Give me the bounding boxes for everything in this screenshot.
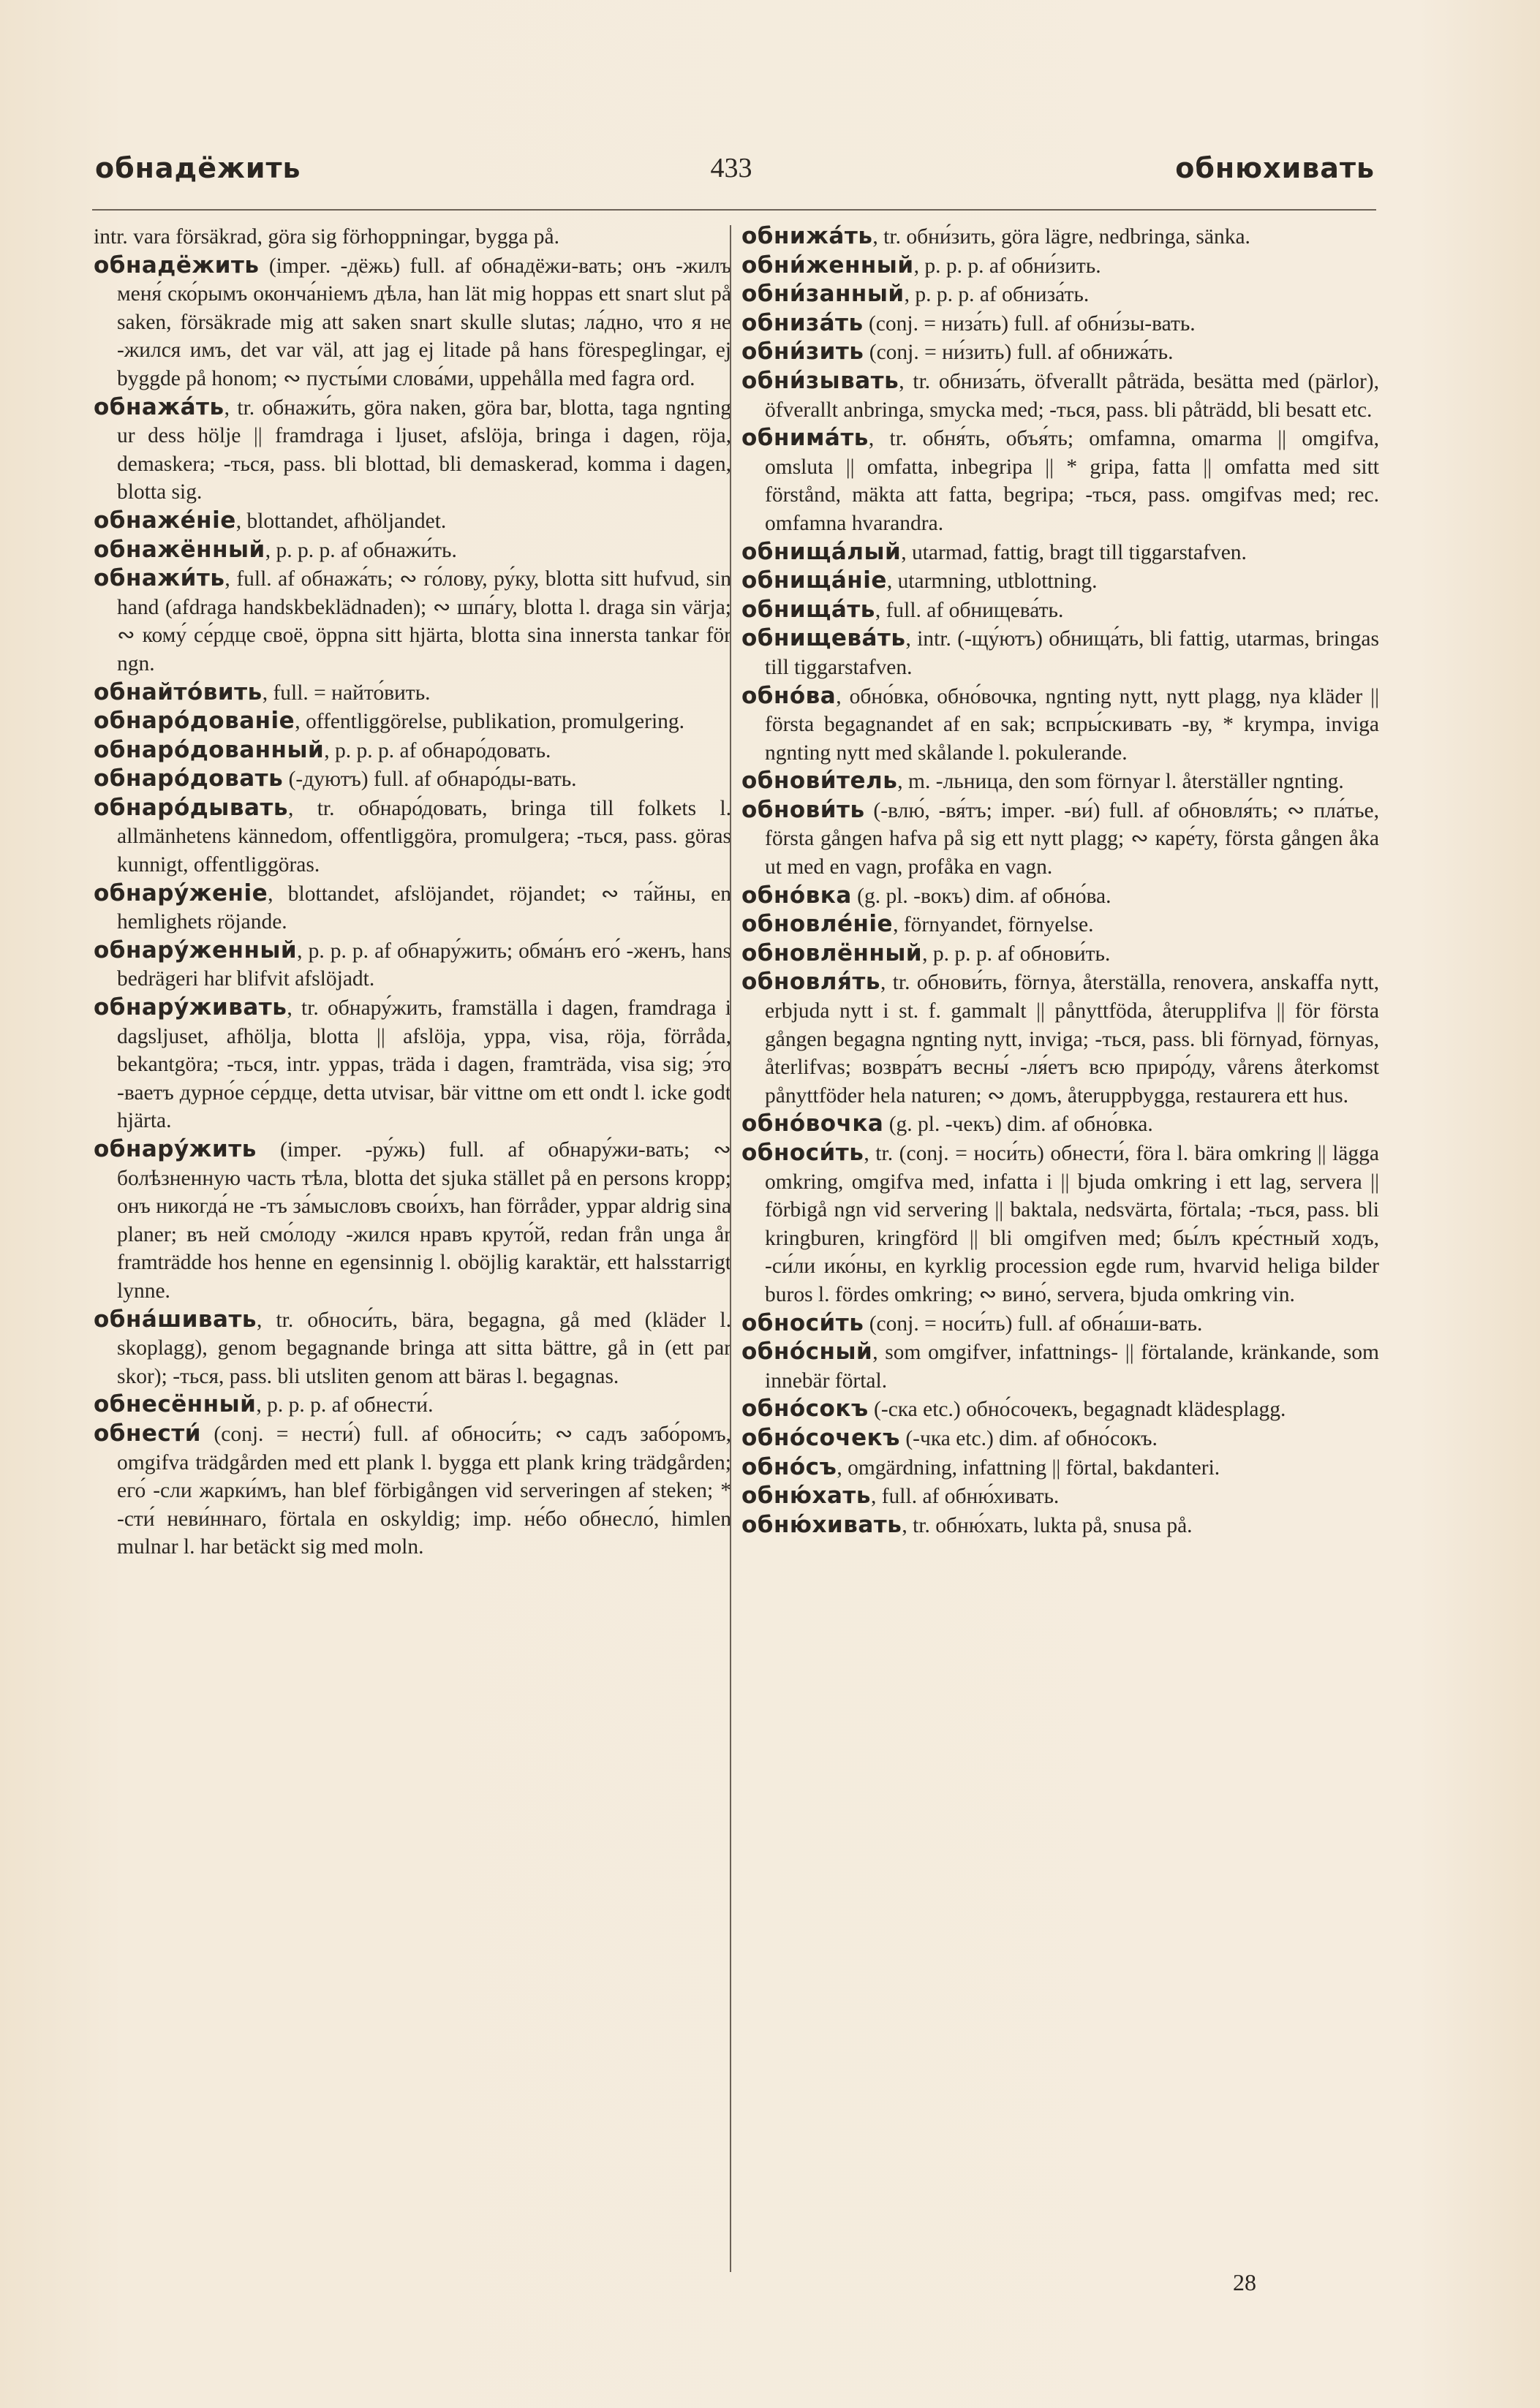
- right-column: [741, 222, 1379, 1540]
- headword: обнаро́дывать: [94, 794, 288, 821]
- entry: [741, 682, 1379, 768]
- definition: (conj. = ни́зить) full. af обнижа́ть.: [864, 341, 1174, 365]
- entry: [741, 1453, 1379, 1483]
- headword: обнару́женный: [94, 936, 298, 963]
- definition: , blottandet, afslöjandet, röjandet; ∾ та́йны, en hemlighets röjande.: [117, 882, 731, 934]
- entry: [94, 879, 731, 936]
- headword: обновля́ть: [741, 969, 880, 996]
- definition: , intr. (-щу́ютъ) обнища́ть, bli fattig, utarmas, bringas till tiggarstafven.: [765, 627, 1379, 679]
- headword: обнижа́ть: [741, 223, 873, 249]
- definition: , p. p. p. af обнару́жить; обма́нъ его́ -женъ, hans bedrägeri har blifvit afslöjadt.: [117, 939, 731, 991]
- definition: , p. p. p. af обнажи́ть.: [265, 538, 457, 562]
- definition: , full. af обнищева́ть.: [875, 598, 1064, 622]
- headword: обню́хивать: [741, 1511, 902, 1538]
- entry: [94, 222, 731, 251]
- definition: , p. p. p. af обниза́ть.: [904, 283, 1090, 307]
- entry: [94, 1390, 731, 1420]
- definition: , p. p. p. af обнови́ть.: [922, 942, 1111, 966]
- column-divider: [730, 225, 731, 2272]
- definition: , som omgifver, infattnings- || förtalande, kränkande, som innebär förtal.: [765, 1341, 1379, 1393]
- definition: , utarmning, utblottning.: [886, 569, 1098, 594]
- definition: , p. p. p. af обнести́.: [256, 1393, 434, 1417]
- entry: [741, 222, 1379, 251]
- entry: [741, 882, 1379, 911]
- definition: , p. p. p. af обнаро́довать.: [324, 738, 551, 762]
- definition: , tr. обноси́ть, bära, begagna, gå med (kläder l. skoplagg), genom begagnande bringa att sitta bättre, gå in (ett par skor); -ться, pass. bli utsliten genom att bäras l. begagnas.: [117, 1308, 731, 1388]
- definition: (conj. = носи́ть) full. af обна́ши-вать.: [864, 1311, 1203, 1336]
- headword: обнару́жить: [94, 1136, 257, 1162]
- entry: [94, 936, 731, 993]
- entry: [741, 1110, 1379, 1139]
- entry: [741, 309, 1379, 338]
- entry: [94, 736, 731, 765]
- definition: , omgärdning, infattning || förtal, bakdanteri.: [837, 1455, 1220, 1480]
- entry: [741, 424, 1379, 537]
- definition: (-чка etc.) dim. af обно́сокъ.: [899, 1426, 1158, 1450]
- headword: обнища́ніе: [741, 567, 887, 594]
- headword: обни́зить: [741, 338, 864, 366]
- definition: , full. = найто́вить.: [262, 681, 431, 705]
- headword: обно́сокъ: [741, 1396, 869, 1423]
- entry: [94, 251, 731, 393]
- entry: [94, 794, 731, 879]
- headword: обни́женный: [741, 251, 914, 279]
- definition: , p. p. p. af обни́зить.: [913, 254, 1101, 278]
- entry: [741, 939, 1379, 969]
- definition: , tr. обниза́ть, öfverallt påträda, besätta med (pärlor), öfverallt anbringa, smycka med; -ться, pass. bli påträdd, bli besatt etc.: [765, 369, 1379, 422]
- definition: (-ска etc.) обно́сочекъ, begagnadt klädesplagg.: [868, 1398, 1286, 1422]
- headword: обни́зывать: [741, 367, 899, 394]
- definition: , tr. обнару́жить, framställa i dagen, framdraga i dagsljuset, afhölja, blotta || afslöja, yppa, visa, röja, förråda, bekantgöra; -ться, intr. yppas, träda i dagen, framträda, visa sig; э́то -ваетъ дурно́е се́рдце, detta utvisar, bär vittne om ett ondt l. icke godt hjärta.: [117, 996, 731, 1133]
- definition: , offentliggörelse, publikation, promulgering.: [295, 710, 685, 734]
- entry: [741, 280, 1379, 309]
- headword: обноси́ть: [741, 1309, 864, 1336]
- headword: обнесённый: [94, 1391, 257, 1418]
- headword: обно́сный: [741, 1339, 873, 1366]
- left-column: [94, 222, 731, 1561]
- headword: обно́съ: [741, 1453, 837, 1480]
- definition: (g. pl. -чекъ) dim. af обно́вка.: [883, 1113, 1153, 1137]
- headword: обно́вочка: [741, 1110, 884, 1137]
- entry: [741, 624, 1379, 681]
- definition: , tr. обнаро́довать, bringa till folkets l. allmänhetens kännedom, offentliggöra, promulgera; -ться, pass. göras kunnigt, offentliggöras.: [117, 796, 731, 877]
- headword: обноси́ть: [741, 1140, 864, 1166]
- header-last-word: обнюхивать: [1175, 152, 1375, 184]
- definition: , обно́вка, обно́вочка, ngnting nytt, nytt plagg, nya kläder || första begagnandet af en sak; вспры́скивать -ву, * krympa, inviga ngnting nytt med skålande l. pokulerande.: [765, 684, 1379, 765]
- definition: (g. pl. -вокъ) dim. af обно́ва.: [851, 884, 1111, 908]
- page-number: 433: [710, 153, 752, 183]
- entry: [741, 596, 1379, 625]
- headword: обнажи́ть: [94, 565, 225, 592]
- definition: , tr. обнажи́ть, göra naken, göra bar, blotta, taga ngnting ur dess hölje || framdraga i ljuset, afslöja, bringa i dagen, röja, demaskera; -ться, pass. bli blottad, bli demaskerad, komma i dagen, blotta sig.: [117, 395, 731, 504]
- entry: [741, 1424, 1379, 1453]
- definition: intr. vara försäkrad, göra sig förhoppningar, bygga på.: [94, 225, 559, 249]
- entry: [741, 1309, 1379, 1339]
- entry: [741, 538, 1379, 567]
- headword: обнища́лый: [741, 538, 902, 565]
- definition: , tr. обнови́ть, förnya, återställa, renovera, anskaffa nytt, erbjuda nytt i st. f. gammalt || pånyttföda, återupplifva || för första gången begagna ngnting nytt, inviga; -ться, pass. bli förnyad, förnyas, återlifvas; возвра́тъ весны́ -ля́етъ всю приро́ду, vårens återkomst pånyttföder hela naturen; ∾ домъ, återuppbygga, restaurera ett hus.: [765, 971, 1379, 1108]
- definition: (conj. = низа́ть) full. af обни́зы-вать.: [863, 311, 1196, 336]
- definition: (imper. -ру́жь) full. af обнару́жи-вать; ∾ болѣзненную часть тѣла, blotta det sjuka stället på en persons kropp; онъ никогда́ не -тъ за́мысловъ свои́хъ, han förråder, yppar aldrig sina planer; въ ней смо́лоду -жился нравъ круто́й, redan från unga år framträdde hos henne en egensinnig l. oböjlig karaktär, ett halsstarrigt lynne.: [117, 1138, 731, 1303]
- entry: [94, 564, 731, 678]
- headword: обнайто́вить: [94, 678, 263, 705]
- headword: обновлённый: [741, 939, 923, 966]
- definition: (-влю́, -вя́тъ; imper. -ви́) full. af обновля́ть; ∾ пла́тье, första gången hafva på sig ett nytt plagg; ∾ каре́ту, första gången åka ut med en vagn, profåka en vagn.: [765, 798, 1379, 879]
- headword: обно́сочекъ: [741, 1424, 900, 1451]
- headword: обнищева́ть: [741, 625, 906, 652]
- entry: [94, 1306, 731, 1391]
- headword: обниза́ть: [741, 309, 864, 336]
- headword: обнадёжить: [94, 251, 260, 279]
- definition: , tr. обни́зить, göra lägre, nedbringa, sänka.: [872, 225, 1250, 249]
- entry: [741, 1338, 1379, 1395]
- entry: [741, 968, 1379, 1110]
- entry: [741, 567, 1379, 596]
- entry: [94, 507, 731, 536]
- headword: обна́шивать: [94, 1306, 257, 1333]
- definition: , m. -льница, den som förnyar l. återställer ngnting.: [897, 770, 1344, 794]
- entry: [741, 796, 1379, 882]
- definition: , tr. обню́хать, lukta på, snusa på.: [902, 1513, 1193, 1537]
- headword: обновле́ніе: [741, 911, 894, 938]
- definition: , utarmad, fattig, bragt till tiggarstafven.: [901, 540, 1247, 564]
- definition: , tr. обня́ть, объя́ть; omfamna, omarma || omgifva, omsluta || omfatta, inbegripa || * gripa, fatta || omfatta med sitt förstånd, mäkta att fatta, begripa; -ться, pass. omgifvas med; rec. omfamna hvarandra.: [765, 427, 1379, 535]
- headword: обнови́ть: [741, 796, 865, 823]
- definition: , full. af обню́хивать.: [870, 1485, 1060, 1509]
- definition: , förnyandet, förnyelse.: [893, 913, 1094, 937]
- definition: , blottandet, afhöljandet.: [235, 509, 447, 533]
- headword: обнима́ть: [741, 425, 869, 452]
- headword: обнару́живать: [94, 994, 287, 1021]
- entry: [741, 910, 1379, 939]
- headword: обнажа́ть: [94, 393, 224, 420]
- entry: [741, 367, 1379, 424]
- headword: обнаро́дованный: [94, 736, 325, 763]
- entry: [741, 767, 1379, 796]
- entry: [94, 678, 731, 708]
- headword: обно́ва: [741, 682, 837, 709]
- header-rule: [92, 209, 1376, 211]
- headword: обнару́женіе: [94, 879, 268, 906]
- header-first-word: обнадёжить: [95, 152, 301, 184]
- entry: [94, 765, 731, 794]
- headword: обно́вка: [741, 882, 852, 909]
- entry: [94, 536, 731, 565]
- running-header: [88, 152, 1375, 196]
- definition: (-дуютъ) full. af обнаро́ды-вать.: [283, 768, 577, 792]
- definition: , full. af обнажа́ть; ∾ го́лову, ру́ку, blotta sitt hufvud, sin hand (afdraga handskbeklädnaden); ∾ шпа́гу, blotta l. draga sin värja; ∾ кому́ се́рдце своё, öppna sitt hjärta, blotta sina innersta tankar för ngn.: [117, 567, 731, 675]
- entry: [741, 1395, 1379, 1424]
- entry: [94, 1135, 731, 1306]
- headword: обнажённый: [94, 536, 265, 563]
- definition: , tr. (conj. = носи́ть) обнести́, föra l. bära omkring || lägga omkring, omgifva med, infatta i || bjuda omkring i ett lag, servera || förbigå ngn vid servering || baktala, nedsvärta, förtala; -ться, pass. bli kringburen, kringförd || bli omgifven med; бы́лъ кре́стный ходъ, -си́ли ико́ны, en kyrklig procession egde rum, hvarvid heliga bilder buros l. fördes omkring; ∾ вино́, servera, bjuda omkring vin.: [765, 1142, 1379, 1306]
- entry: [741, 251, 1379, 281]
- entry: [94, 707, 731, 736]
- headword: обни́занный: [741, 281, 905, 308]
- entry: [741, 1511, 1379, 1540]
- definition: (imper. -дёжь) full. af обнадёжи-вать; онъ -жилъ меня́ ско́рымъ оконча́ніемъ дѣла, han lät mig hoppas ett snart slut på saken, försäkrade mig att saken snart skulle slutas; ла́дно, что я не -жился имъ, det var väl, att jag ej litade på hans förespeglingar, ej byggde på honom; ∾ пусты́ми слова́ми, uppehålla med fagra ord.: [117, 254, 731, 390]
- entry: [94, 1420, 731, 1561]
- headword: обнови́тель: [741, 768, 898, 795]
- headword: обнести́: [94, 1420, 201, 1447]
- entry: [94, 993, 731, 1135]
- headword: обнаже́ніе: [94, 507, 236, 534]
- signature-mark: 28: [1233, 2269, 1256, 2295]
- entry: [94, 393, 731, 507]
- headword: обнаро́дованіе: [94, 708, 295, 735]
- definition: (conj. = нести́) full. af обноси́ть; ∾ садъ забо́ромъ, omgifva trädgården med ett plank l. bygga ett plank kring trädgården; его́ -сли жарки́мъ, han blef förbigången vid serveringen af steken; * -сти́ неви́ннаго, förtala en oskyldig; imp. не́бо обнесло́, himlen mulnar l. har betäckt sig med moln.: [117, 1422, 731, 1559]
- entry: [741, 338, 1379, 367]
- headword: обню́хать: [741, 1483, 871, 1510]
- entry: [741, 1139, 1379, 1309]
- headword: обнища́ть: [741, 596, 875, 623]
- headword: обнаро́довать: [94, 765, 284, 792]
- entry: [741, 1482, 1379, 1511]
